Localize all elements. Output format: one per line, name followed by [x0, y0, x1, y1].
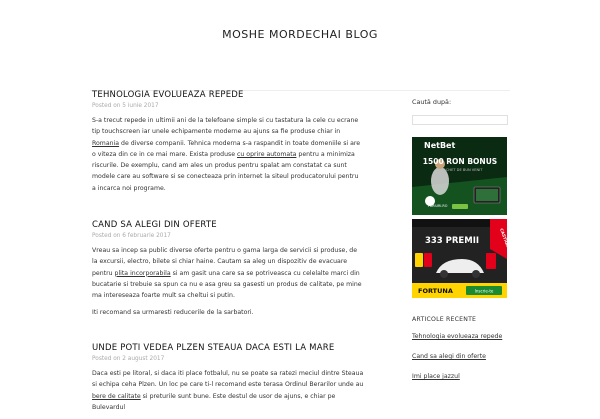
post-paragraph	[92, 307, 364, 318]
post-text: si am gasit una care sa se potriveasca cu celelalte marci din bucatarie si trebuie sa spun ca nu e asa greu sa gasesti un produs de calitate, pe mine ma intereseaza foarte mult sa cheltui si putin.	[92, 269, 362, 300]
netbet-brand: NetBet	[424, 141, 456, 150]
post-text: de diverse companii. Tehnica moderna s-a raspandit in toate domeniile si are o viteza din ce in ce mai mare. Exista produse	[92, 139, 361, 158]
post-paragraph	[92, 368, 364, 413]
search-label: Caută după:	[412, 98, 452, 106]
post-body	[92, 245, 364, 319]
oprire-automata-link[interactable]: cu oprire automata	[237, 150, 297, 158]
romania-link[interactable]: Romania	[92, 139, 120, 147]
fortuna-ad-graphic	[412, 219, 511, 298]
bere-de-calitate-link[interactable]: bere de calitate	[92, 392, 141, 400]
recent-article-link[interactable]: Cand sa alegi din oferte	[412, 353, 486, 360]
post-text: pentru a minimiza riscurile. De exemplu, cand am ales un produs pentru spalat am constatat ca sunt modele care au software si se conecteaza prin internet la siteul producatorului pentru a incarca noi programe.	[92, 150, 359, 192]
fortuna-cta-button: Inscrie-te	[474, 288, 494, 294]
post-paragraph	[92, 115, 364, 194]
fortuna-headline: 333 PREMII	[424, 236, 480, 246]
fortuna-side-label: CASTIGA	[499, 227, 511, 248]
recent-article-link[interactable]: Tehnologia evolueaza repede	[412, 333, 503, 340]
post-date[interactable]: Posted on 6 februarie 2017	[92, 233, 171, 239]
post-date[interactable]: Posted on 5 iunie 2017	[92, 103, 159, 109]
site-title[interactable]: MOSHE MORDECHAI BLOG	[222, 28, 378, 41]
post-body	[92, 368, 364, 413]
post-date[interactable]: Posted on 2 august 2017	[92, 356, 165, 362]
post-title[interactable]: TEHNOLOGIA EVOLUEAZA REPEDE	[92, 90, 244, 100]
recent-articles-heading: ARTICOLE RECENTE	[412, 316, 477, 323]
post-title[interactable]: UNDE POTI VEDEA PLZEN STEAUA DACA ESTI LA MARE	[92, 343, 335, 353]
post-text: S-a trecut repede in ultimii ani de la telefoane simple si cu tastatura la cele cu ecrane tip touchscreen iar unele echipamente moderne au ajuns sa fie produse chiar in	[92, 117, 359, 136]
sidebar	[412, 98, 511, 380]
netbet-ad-banner[interactable]	[412, 137, 507, 215]
post	[92, 343, 364, 419]
fortuna-ad-banner[interactable]	[412, 219, 511, 298]
post-body	[92, 115, 364, 194]
netbet-subline: PACHET DE BUN VENIT	[441, 168, 483, 172]
plita-incorporabila-link[interactable]: plita incorporabila	[114, 269, 171, 277]
fortuna-brand: FORTUNA	[418, 287, 453, 295]
post	[92, 220, 364, 325]
netbet-headline: 1500 RON BONUS	[422, 157, 498, 166]
post-text: Daca esti pe litoral, si daca iti place fotbalul, nu se poate sa ratezi meciul dintre Steaua si echipa ceha Plzen. Un loc pe care ti-l recomand este terasa Ordinul Berarilor unde au	[92, 370, 364, 389]
post-paragraph	[92, 245, 364, 301]
netbet-url: PARIURI.RO	[428, 204, 448, 208]
post	[92, 90, 364, 200]
post-text: Vreau sa incep sa public diverse oferte pentru o gama larga de servicii si produse, de la excursii, electro, bilete si chiar haine. Cautam sa aleg un dispozitiv de evacuare pentru	[92, 247, 358, 277]
search-input[interactable]	[412, 115, 508, 125]
recent-article-link[interactable]: Imi place jazzul	[412, 373, 460, 380]
netbet-ad-graphic	[412, 137, 507, 215]
post-text: Iti recomand sa urmaresti reducerile de la sarbatori.	[92, 309, 254, 317]
post-title[interactable]: CAND SA ALEGI DIN OFERTE	[92, 220, 217, 230]
post-text: si preturile sunt bune. Este destul de usor de ajuns, e chiar pe Bulevardul	[92, 392, 336, 411]
